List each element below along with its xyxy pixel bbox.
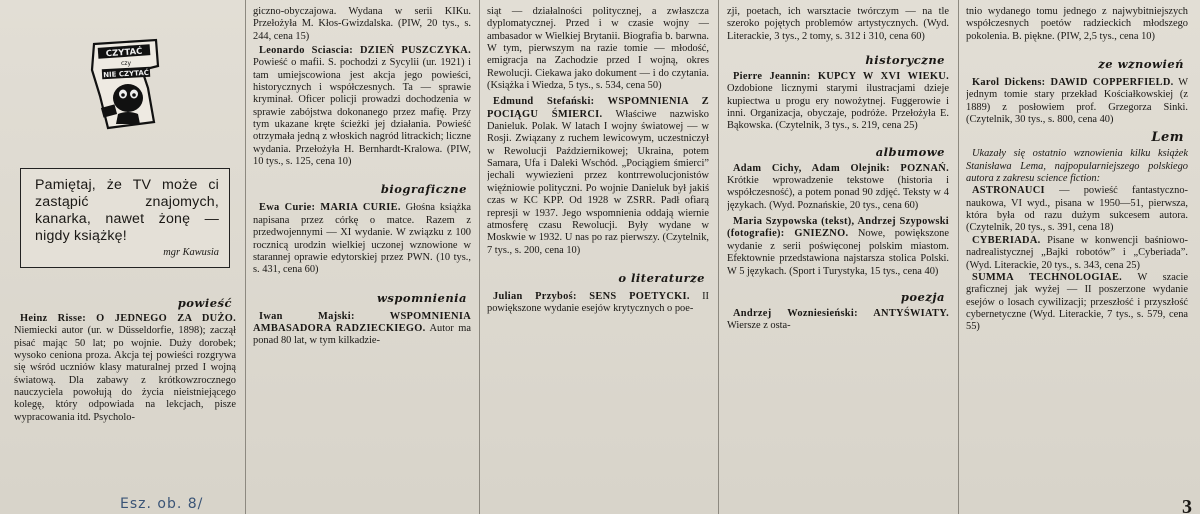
review-author: Karol Dickens: DAWID COPPERFIELD.: [972, 77, 1174, 89]
review-text: Niemiecki autor (ur. w Düsseldorfie, 1898); zaczął pisać mając 50 lat; po wojnie. Duży dorobek; wysoko ceniona proza. Akcja tej powieści rozgrywa się wśród uczniów klasy maturalnej przed I wojną światową. Dla zabawy z krótkowzrocznego nauczyciela powołują do życia nieistniejącego kolegę, który odpowiada na lekcjach, pisze wypracowania itd. Psycholo-: [14, 325, 236, 423]
sticker-line1: CZYTAĆ: [105, 46, 143, 60]
review-author: Adam Cichy, Adam Olejnik: POZNAŃ.: [733, 162, 949, 174]
review-text: — powieść fantastyczno-naukowa, VI wyd., pisana w 1950—51, pierwsza, która była od razu dużym sukcesem autora. (Czytelnik, 20 tys., s. 391, cena 18): [966, 185, 1188, 234]
column-rule: [245, 0, 246, 514]
lem-intro: Ukazały się ostatnio wznowienia kilku książek Stanisława Lema, najpopularniejszego polskiego autora z zakresu science fiction:: [966, 148, 1188, 185]
handwritten-note: Esz. ob. 8/: [120, 496, 204, 512]
review-continuation: siąt — działalności politycznej, a zwłaszcza dyplomatycznej. Przed i w czasie wojny — ambasador w Wielkiej Brytanii. Biografia b. barwna. W tym, pierwszym na razie tomie — młodość, emigracja na Zachodzie przed I wojną, okres Rewolucji. Ciekawa jako dokument — i do czytania. (Książka i Wiedza, 5 tys., s. 534, cena 50): [487, 6, 709, 92]
review-text: Wiersze z osta-: [727, 320, 791, 332]
section-heading-biograficzne: biograficzne: [380, 182, 467, 197]
section-heading-wspomnienia: wspomnienia: [377, 290, 467, 305]
review-author: CYBERIADA.: [972, 234, 1041, 246]
review-author: SUMMA TECHNOLOGIAE.: [972, 271, 1123, 283]
review-text: W szacie graficznej jak wyżej — II poszerzone wydanie esejów o losach cywilizacji; przeszłość i przyszłość cybernetyczne (Wyd. Literackie, 7 tys., s. 579, cena 55): [966, 271, 1188, 333]
review-author: Iwan Majski: WSPOMNIENIA AMBASADORA RADZIECKIEGO.: [253, 310, 471, 334]
review-continuation: tnio wydanego tomu jednego z najwybitniejszych współczesnych poetów radzieckich młodszego pokolenia. B. piękne. (PIW, 2,5 tys., cena 10): [966, 6, 1188, 42]
review-author: Maria Szypowska (tekst), Andrzej Szypowski (fotografie): GNIEZNO.: [727, 216, 949, 240]
review-text: II powiększone wydanie esejów krytycznych o poe-: [487, 290, 709, 315]
section-heading-poezja: poezja: [900, 289, 945, 304]
review-text: Głośna książka napisana przez córkę o matce. Razem z przedwojennymi — XI wydanie. W związku z 100 rocznicą urodzin wielkiej uczonej wznowione w starannej oprawie edytorskiej przez PWN. (10 tys., s. 431, cena 60): [253, 202, 471, 276]
review-text: Nowe, powiększone wydanie z serii poświęconej polskim miastom. Efektownie przedstawiona najstarsza stolica Polski. W 5 językach. (Sport i Turystyka, 15 tys., cena 40): [727, 228, 949, 277]
column-rule: [718, 0, 719, 514]
czytac-sticker-icon: [88, 36, 162, 132]
section-heading-ze-wznowien: ze wznowień: [1098, 57, 1184, 72]
quote-text: Pamiętaj, że TV może ci zastąpić znajomych, kanarka, nawet żonę — nigdy książkę!: [35, 177, 219, 244]
column-3: [487, 6, 709, 514]
review-text: Właściwe nazwisko Danieluk. Polak. W latach I wojny światowej — w Rosji. Związany z ruchem lewicowym, uczestniczył w Rewolucji Październikowej; Ukraina, potem Samara, Ufa i Daleki Wschód. „Pociągiem śmierci” jechali wywiezieni przez kontrrewolucjonistów więźniowie polityczni. Po wojnie Danieluk był jakiś czas w KC KPP. Od 1928 w ZSRR. Padł ofiarą represji w 1937. Jego wspomnienia oddają wiernie atmosferę czasu Rewolucji. Były wydane w Moskwie w 1932. U nas po raz pierwszy. (Czytelnik, 7 tys., s. 200, cena 10): [487, 108, 709, 256]
review-author: Edmund Stefański: WSPOMNIENIA Z POCIĄGU ŚMIERCI.: [487, 96, 709, 120]
review-continuation: zji, poetach, ich warsztacie twórczym — na tle szeroko pojętych problemów artystycznych. (Wyd. Literackie, 3 tys., 2 tomy, s. 312 i 310, cena 60): [727, 6, 949, 42]
column-rule: [479, 0, 480, 514]
review-author: Ewa Curie: MARIA CURIE.: [259, 202, 401, 214]
sticker-line3: NIE CZYTAĆ: [102, 68, 150, 80]
review-risse: [14, 313, 236, 424]
quote-box: [20, 168, 230, 268]
section-heading-historyczne: historyczne: [865, 53, 945, 68]
section-heading-powiesc: powieść: [177, 296, 232, 310]
section-heading-lem: Lem: [1151, 130, 1184, 146]
section-heading-o-literaturze: o literaturze: [618, 270, 705, 285]
review-author: ASTRONAUCI: [972, 185, 1045, 197]
review-continuation: giczno-obyczajowa. Wydana w serii KIKu. Przełożyła M. Kłos-Gwizdalska. (PIW, 20 tys., s. 244, cena 15): [253, 6, 471, 42]
review-text: Autor ma ponad 80 lat, w tym kilkadzie-: [253, 322, 471, 347]
review-author: Heinz Risse: O JEDNEGO ZA DUŻO.: [20, 313, 236, 324]
column-1: [14, 290, 236, 514]
review-text: Ozdobione licznymi starymi ilustracjami dzieje kupiectwa u progu ery nowożytnej. Fuggerowie i inni. Organizacja, obyczaje, podróże. Przełożyła E. Bąkowska. (Czytelnik, 3 tys., s. 219, cena 25): [727, 83, 949, 132]
sticker-line2: czy: [121, 60, 131, 67]
review-author: Pierre Jeannin: KUPCY W XVI WIEKU.: [733, 71, 949, 83]
review-author: Andrzej Wozniesieński: ANTYŚWIATY.: [733, 307, 949, 319]
section-heading-albumowe: albumowe: [875, 144, 945, 159]
column-rule: [958, 0, 959, 514]
column-2: [253, 6, 471, 514]
quote-signature: mgr Kawusia: [163, 247, 219, 258]
review-text: Pisane w konwencji baśniowo-nadrealistycznej „Bajki robotów” i „Cyberiada”. (Wyd. Literackie, 20 tys., s. 343, cena 25): [966, 234, 1188, 271]
review-text: Powieść o mafii. S. pochodzi z Sycylii (ur. 1921) i tam umiejscowiona jest akcja jego powieści, historycznych i współczesnych. Ta — sprawie kryminał. Oficer policji prowadzi dochodzenia w sprawie zabójstwa dokonanego przez mafię. Przy tym ukazane kręte ścieżki jej działania. Powieść otrzymała jedną z włoskich nagród litrackich; liczne wydania. Przełożyła H. Bernhardt-Kralowa. (PIW, 10 tys., s. 125, cena 10): [253, 57, 471, 168]
column-5: [966, 6, 1188, 514]
review-text: Krótkie wprowadzenie tekstowe (historia i współczesność), a potem ponad 90 zdjęć. Teksty w 4 językach. (Wyd. Poznańskie, 20 tys., cena 60): [727, 175, 949, 211]
review-author: Julian Przyboś: SENS POETYCKI.: [493, 290, 690, 302]
review-text: W jednym tomie stary przekład Kościałkowskiej (z 1889) z posłowiem prof. Grzegorza Sinki. (Czytelnik, 30 tys., s. 800, cena 40): [966, 77, 1188, 126]
page-number: 3: [1182, 496, 1192, 514]
column-4: [727, 6, 949, 514]
review-author: Leonardo Sciascia: DZIEŃ PUSZCZYKA.: [259, 45, 471, 57]
